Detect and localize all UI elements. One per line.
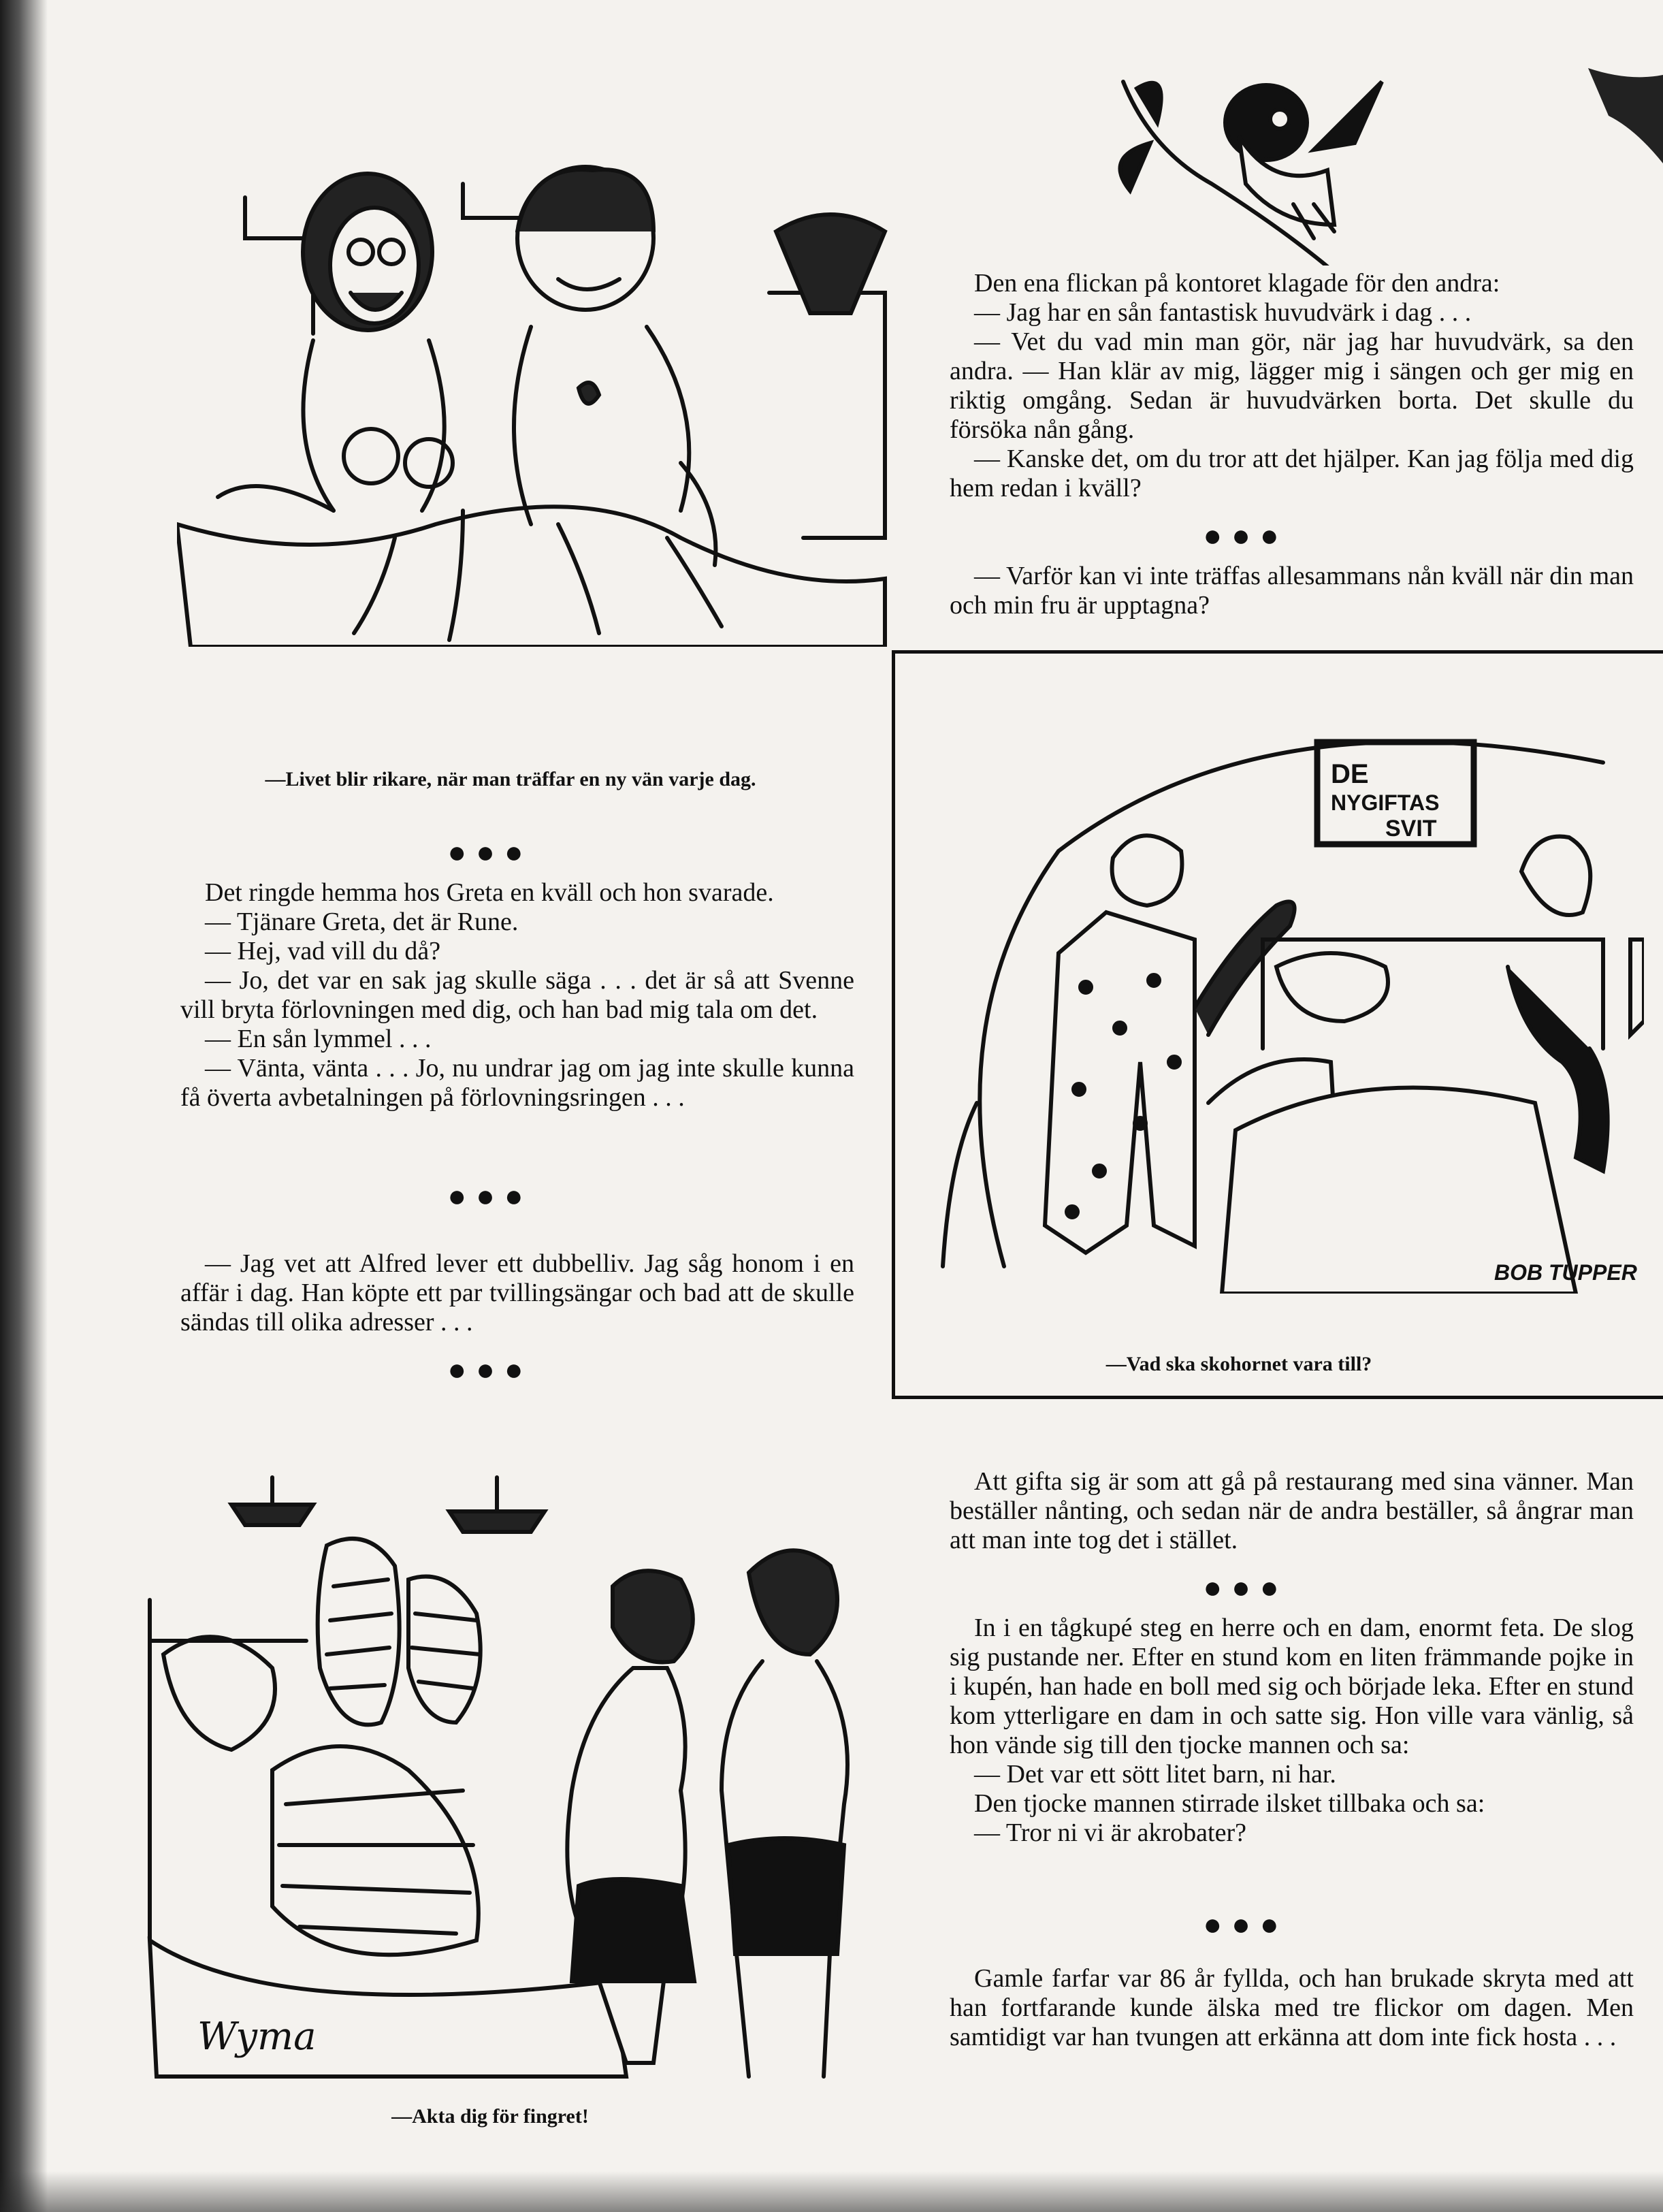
caption-honeymoon: —Vad ska skohornet vara till? bbox=[1105, 1353, 1372, 1375]
joke-train-line-4: — Tror ni vi är akrobater? bbox=[974, 1818, 1246, 1847]
joke-headache-line-1: Den ena flickan på kontoret klagade för den andra: bbox=[974, 269, 1500, 298]
cartoon-honeymoon-frame bbox=[892, 650, 1663, 1399]
cartoon-nurses bbox=[136, 1464, 885, 2090]
joke-meet-all bbox=[950, 562, 1634, 620]
separator-dots: ●●● bbox=[1203, 518, 1289, 553]
page-fold-corner bbox=[1568, 54, 1663, 163]
joke-greta-line-5: — En sån lymmel . . . bbox=[205, 1025, 432, 1053]
honeymoon-illustration bbox=[922, 681, 1644, 1294]
joke-restaurant-line-1: Att gifta sig är som att gå på restaurang med sina vänner. Man beställer nånting, och sedan när de andra beställer, så ångrar man att man inte tog det i stället. bbox=[950, 1467, 1634, 1554]
joke-train-line-3: Den tjocke mannen stirrade ilsket tillbaka och sa: bbox=[974, 1789, 1485, 1818]
separator-dots: ●●● bbox=[1203, 1570, 1289, 1605]
joke-grandpa bbox=[950, 1964, 1634, 2052]
signature-wyma: Wyma bbox=[197, 2015, 317, 2059]
joke-restaurant bbox=[950, 1467, 1634, 1555]
separator-dots: ●●● bbox=[447, 835, 533, 869]
joke-train-line-1: In i en tågkupé steg en herre och en dam, enormt feta. De slog sig pustande ner. Efter en stund kom en liten främmande pojke in i kupén, han hade en boll med sig och började leka. Efter en stund kom ytterligare en dam in och satte sig. Hon ville vara vänlig, så hon vände sig till den tjocke mannen och sa: bbox=[950, 1614, 1634, 1759]
joke-greta-line-6: — Vänta, vänta . . . Jo, nu undrar jag om jag inte skulle kunna få överta avbetalningen på förlovningsringen . . . bbox=[180, 1054, 854, 1112]
joke-greta-line-3: — Hej, vad vill du då? bbox=[205, 937, 441, 965]
joke-train-line-2: — Det var ett sött litet barn, ni har. bbox=[974, 1760, 1336, 1789]
separator-dots: ●●● bbox=[1203, 1907, 1289, 1942]
scan-shadow-bottom bbox=[0, 2171, 1663, 2212]
bird-on-branch-illustration bbox=[1110, 68, 1395, 266]
caption-bed-couple: —Livet blir rikare, när man träffar en ny vän varje dag. bbox=[265, 768, 756, 790]
joke-headache bbox=[950, 269, 1634, 503]
joke-greta-line-4: — Jo, det var en sak jag skulle säga . . . det är så att Svenne vill bryta förlovningen med dig, och han bad mig tala om det. bbox=[180, 966, 854, 1024]
scan-shadow-left bbox=[0, 0, 48, 2212]
joke-greta-line-2: — Tjänare Greta, det är Rune. bbox=[205, 908, 519, 936]
sign-line-1: DE bbox=[1331, 759, 1369, 789]
joke-headache-line-3: — Vet du vad min man gör, när jag har huvudvärk, sa den andra. — Han klär av mig, lägger mig i sängen och ger mig en riktig omgång. Sedan är huvudvärken borta. Det skulle du försöka nån gång. bbox=[950, 327, 1634, 444]
joke-headache-line-2: — Jag har en sån fantastisk huvudvärk i dag . . . bbox=[974, 298, 1472, 327]
joke-alfred bbox=[180, 1249, 854, 1337]
signature-bob-tupper: BOB TUPPER bbox=[1494, 1260, 1637, 1285]
joke-greta bbox=[180, 878, 854, 1112]
bed-couple-illustration bbox=[177, 157, 892, 647]
cartoon-bed-couple bbox=[177, 157, 892, 647]
joke-meet-all-line-1: — Varför kan vi inte träffas allesammans nån kväll när din man och min fru är upptagna? bbox=[950, 562, 1634, 620]
joke-alfred-line-1: — Jag vet att Alfred lever ett dubbelliv. Jag såg honom i en affär i dag. Han köpte ett par tvillingsängar och bad att de skulle sändas till olika adresser . . . bbox=[180, 1249, 854, 1336]
joke-train bbox=[950, 1614, 1634, 1848]
sign-line-3: SVIT bbox=[1385, 816, 1437, 841]
separator-dots: ●●● bbox=[447, 1352, 533, 1387]
nurses-illustration bbox=[136, 1464, 885, 2090]
sign-line-2: NYGIFTAS bbox=[1331, 790, 1440, 815]
separator-dots: ●●● bbox=[447, 1179, 533, 1213]
joke-grandpa-line-1: Gamle farfar var 86 år fyllda, och han brukade skryta med att han fortfarande kunde älska med tre flickor om dagen. Men samtidigt var han tvungen att erkänna att dom inte fick hosta . . . bbox=[950, 1964, 1634, 2051]
joke-headache-line-4: — Kanske det, om du tror att det hjälper. Kan jag följa med dig hem redan i kväll? bbox=[950, 445, 1634, 502]
joke-greta-line-1: Det ringde hemma hos Greta en kväll och hon svarade. bbox=[205, 878, 774, 907]
caption-nurses: —Akta dig för fingret! bbox=[391, 2105, 589, 2128]
cartoon-honeymoon bbox=[922, 681, 1644, 1294]
